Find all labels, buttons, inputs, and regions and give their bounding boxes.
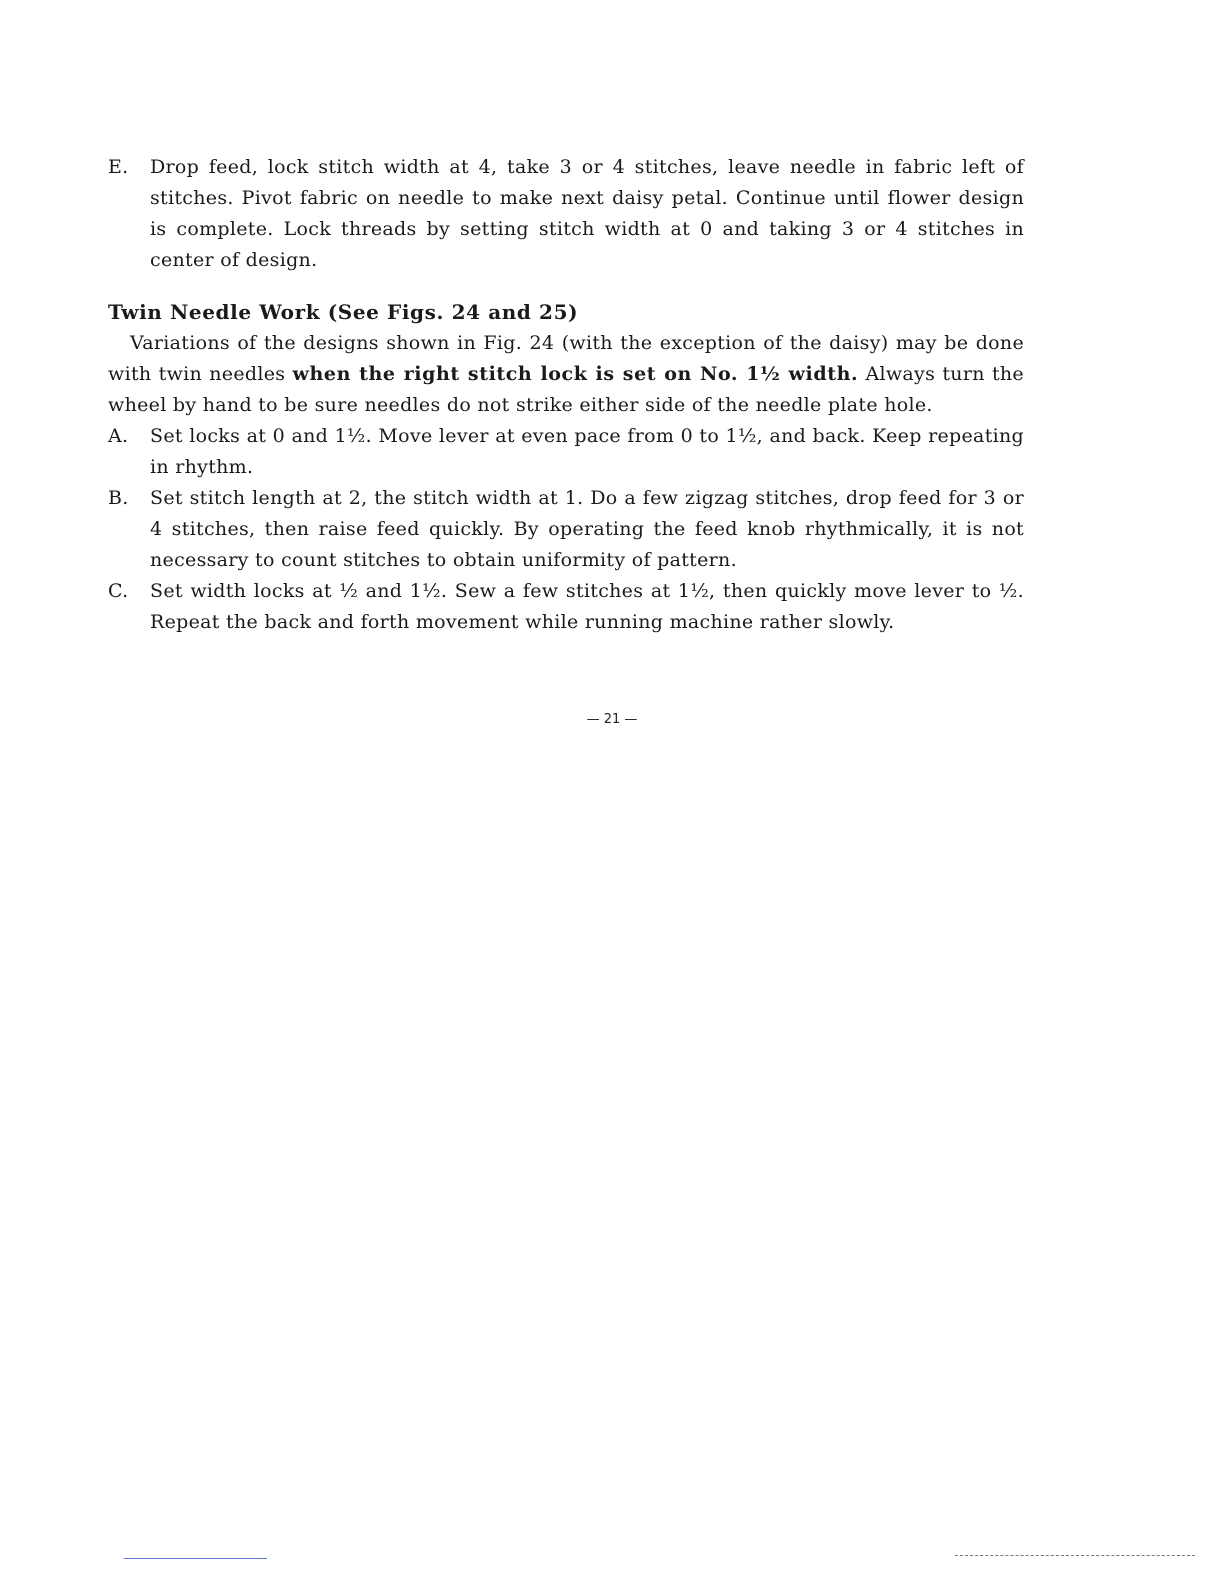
item-text: Set locks at 0 and 1½. Move lever at even pace from 0 to 1½, and back. Keep repeating in rhythm. — [150, 425, 1024, 478]
section-heading: Twin Needle Work (See Figs. 24 and 25) — [108, 300, 579, 324]
item-text: Set stitch length at 2, the stitch width at 1. Do a few zigzag stitches, drop feed for 3 or 4 stitches, then raise feed quickly. By operating the feed knob rhythmically, it is not necessary to count stitches to obtain uniformity of pattern. — [150, 487, 1024, 571]
page-number: — 21 — — [586, 712, 638, 727]
list-item-e — [108, 152, 1024, 276]
list-item-b — [108, 483, 1024, 576]
bottom-right-rule — [955, 1555, 1195, 1556]
list-item-c — [108, 576, 1024, 638]
section-intro — [108, 328, 1024, 421]
intro-end: Always turn the wheel by hand to be sure needles do not strike either side of the needle plate hole. — [108, 363, 1024, 416]
list-item-a — [108, 421, 1024, 483]
item-text: Drop feed, lock stitch width at 4, take 3 or 4 stitches, leave needle in fabric left of stitches. Pivot fabric on needle to make next daisy petal. Continue until flower design is complete. Lock threads by setting stitch width at 0 and taking 3 or 4 stitches in center of design. — [150, 156, 1024, 271]
intro-bold: when the right stitch lock is set on No. 1½ width. — [292, 363, 859, 385]
item-letter: C. — [108, 580, 129, 602]
item-text: Set width locks at ½ and 1½. Sew a few stitches at 1½, then quickly move lever to ½. Repeat the back and forth movement while running machine rather slowly. — [150, 580, 1024, 633]
intro-start: Variations of the designs shown in Fig. 24 (with the exception of the daisy) may be done with twin needles — [108, 332, 1024, 385]
item-letter: E. — [108, 156, 129, 178]
bottom-left-rule — [124, 1558, 267, 1559]
document-page — [108, 152, 1024, 638]
item-letter: A. — [108, 425, 129, 447]
item-letter: B. — [108, 487, 129, 509]
